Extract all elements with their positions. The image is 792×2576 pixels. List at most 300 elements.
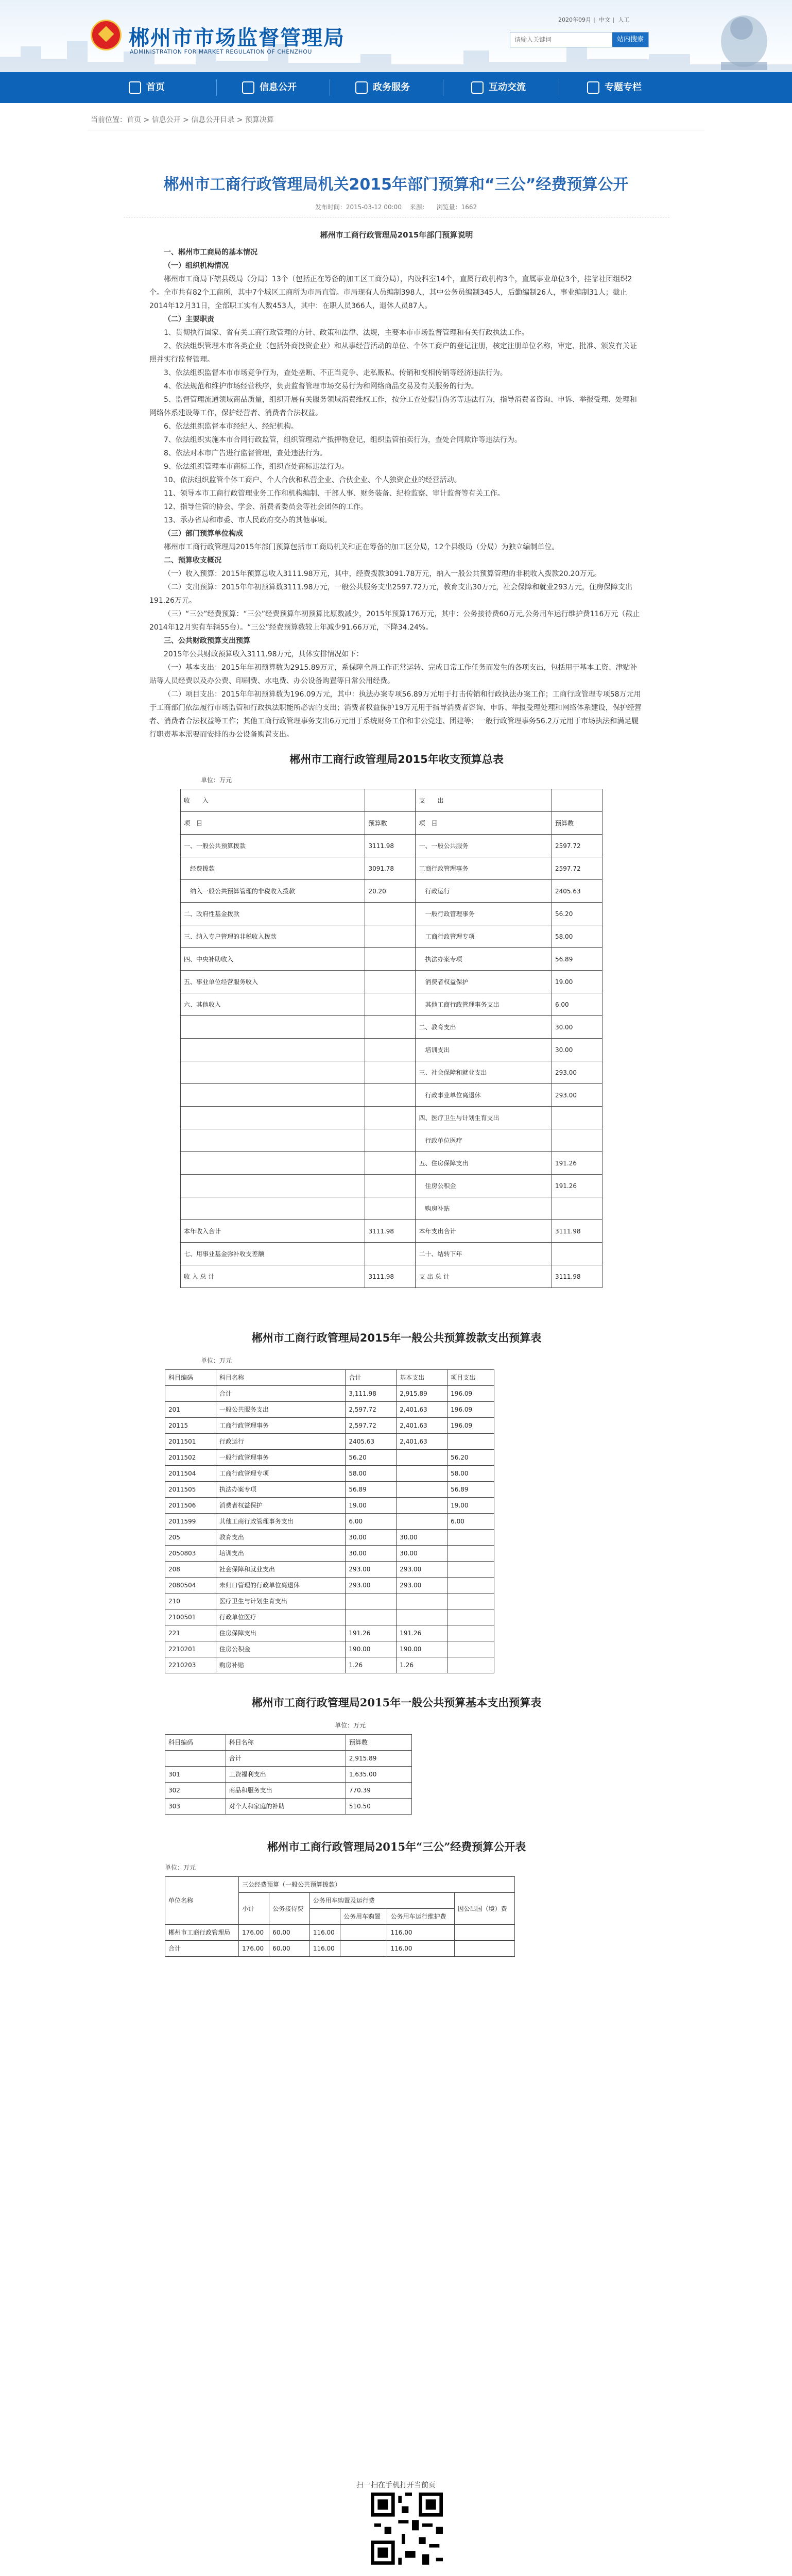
table-cell — [397, 1466, 447, 1482]
table-cell — [552, 1243, 602, 1265]
budget-summary-table — [180, 789, 602, 1288]
table-cell: 收 入 — [181, 789, 365, 812]
table-cell: 1.26 — [397, 1657, 447, 1673]
table-cell: 医疗卫生与计划生育支出 — [216, 1594, 346, 1609]
table-row — [165, 1767, 412, 1783]
paragraph: 8、依法对本市广告进行监督管理，查处违法行为。 — [164, 449, 327, 457]
date-link[interactable]: 2020年09月 — [558, 16, 591, 23]
table-cell: 2050803 — [165, 1546, 216, 1562]
table-row — [165, 1751, 412, 1767]
table-cell — [552, 789, 602, 812]
table-row — [181, 1129, 602, 1152]
table-cell: 210 — [165, 1594, 216, 1609]
paragraph: 13、承办省局和市委、市人民政府交办的其他事项。 — [164, 516, 332, 524]
table-cell: 行政运行 — [216, 1434, 346, 1450]
paragraph: （二）支出预算：2015年年初预算数3111.98万元，一般公共服务支出2597.72万元，教育支出30万元，社会保障和就业293万元，住房保障支出191.26万元。 — [149, 583, 632, 605]
table-cell: 项 目 — [181, 812, 365, 835]
table-row — [181, 1039, 602, 1061]
table-cell: 3111.98 — [552, 1220, 602, 1243]
table-cell: 191.26 — [552, 1152, 602, 1175]
table-row — [165, 1625, 494, 1641]
table-row — [165, 1530, 494, 1546]
paragraph: 三、公共财政预算支出预算 — [164, 637, 250, 645]
table-cell: 对个人和家庭的补助 — [226, 1799, 346, 1815]
table-row — [165, 1370, 494, 1386]
table-row — [165, 1418, 494, 1434]
table4-title: 郴州市工商行政管理局2015年“三公”经费预算公开表 — [267, 1840, 526, 1853]
table-cell: 培训支出 — [216, 1546, 346, 1562]
table-row — [165, 1941, 515, 1957]
breadcrumb[interactable]: 当前位置：首页 > 信息公开 > 信息公开目录 > 预算决算 — [91, 116, 274, 124]
table-cell: 60.00 — [269, 1941, 310, 1957]
table-row — [165, 1434, 494, 1450]
table-cell — [397, 1514, 447, 1530]
table-cell: 30.00 — [397, 1546, 447, 1562]
table-cell: 因公出国（境）费 — [454, 1893, 514, 1925]
table-cell: 30.00 — [552, 1016, 602, 1039]
table-cell: 科目名称 — [226, 1735, 346, 1751]
table-cell: 购房补贴 — [416, 1197, 552, 1220]
table-row — [181, 789, 602, 812]
table-cell: 五、事业单位经营服务收入 — [181, 971, 365, 993]
table-cell: 一、一般公共预算拨款 — [181, 835, 365, 857]
table-cell: 工资福利支出 — [226, 1767, 346, 1783]
paragraph: （一）组织机构情况 — [164, 262, 229, 270]
view-count: 浏览量：1662 — [436, 204, 477, 211]
table-cell: 510.50 — [346, 1799, 411, 1815]
table-cell: 2100501 — [165, 1609, 216, 1625]
paragraph: 2015年公共财政预算收入3111.98万元，具体安排情况如下： — [164, 650, 364, 658]
table-cell: 2,401.63 — [397, 1434, 447, 1450]
table-cell: 19.00 — [552, 971, 602, 993]
table-cell — [165, 1751, 226, 1767]
table-cell: 2597.72 — [552, 835, 602, 857]
table-cell: 20115 — [165, 1418, 216, 1434]
table-cell: 本年支出合计 — [416, 1220, 552, 1243]
table-cell — [447, 1546, 494, 1562]
site-subtitle: ADMINISTRATION FOR MARKET REGULATION OF CHENZHOU — [130, 48, 312, 55]
table-cell: 行政单位医疗 — [216, 1609, 346, 1625]
table-cell: 293.00 — [552, 1061, 602, 1084]
table-cell: 收 入 总 计 — [181, 1265, 365, 1288]
paragraph: 1、贯彻执行国家、省有关工商行政管理的方针、政策和法律、法规，主要本市市场监督管理和有关行政执法工作。 — [164, 329, 529, 337]
table-row — [181, 1107, 602, 1129]
table-cell: 116.00 — [387, 1925, 454, 1941]
table-cell: 培训支出 — [416, 1039, 552, 1061]
table-cell — [552, 1129, 602, 1152]
site-title: 郴州市市场监督管理局 — [129, 26, 345, 50]
paragraph: （三）“三公”经费预算：“三公”经费预算年初预算比原数减少，2015年预算176万元，其中：公务接待费60万元,公务用车运行维护费116万元（截止2014年12月实有车辆55台）。“三公”经费预算数较上年减少91.66万元，下降34.24%。 — [149, 610, 640, 632]
table-cell: 预算数 — [365, 812, 416, 835]
table-cell: 预算数 — [346, 1735, 411, 1751]
service-icon — [355, 81, 368, 94]
table-cell: 293.00 — [552, 1084, 602, 1107]
paragraph: 4、依法规范和维护市场经营秩序，负责监督管理市场交易行为和网络商品交易及有关服务的行为。 — [164, 382, 478, 391]
table-cell: 公务用车运行维护费 — [387, 1909, 454, 1925]
table-cell: 行政单位医疗 — [416, 1129, 552, 1152]
table2-unit: 单位：万元 — [201, 1357, 232, 1364]
table-cell — [397, 1482, 447, 1498]
table-cell — [397, 1450, 447, 1466]
table3-title: 郴州市工商行政管理局2015年一般公共预算基本支出预算表 — [251, 1696, 542, 1709]
table-cell: 一般公共服务支出 — [216, 1402, 346, 1418]
table1-unit: 单位：万元 — [201, 776, 232, 784]
table-row — [181, 1175, 602, 1197]
article-page — [88, 130, 704, 2576]
publish-time: 发布时间：2015-03-12 00:00 — [315, 204, 402, 211]
table-row — [181, 812, 602, 835]
table-cell: 2011505 — [165, 1482, 216, 1498]
table-cell: 二、政府性基金拨款 — [181, 903, 365, 925]
table-cell: 6.00 — [346, 1514, 397, 1530]
table-cell: 四、医疗卫生与计划生育支出 — [416, 1107, 552, 1129]
table-cell: 其他工商行政管理事务支出 — [416, 993, 552, 1016]
table-cell — [181, 1129, 365, 1152]
paragraph: 郴州市工商局下辖县级局（分局）13个（包括正在筹备的加工区工商分局），内设科室14个，直属行政机构3个，直属事业单位3个，挂靠社团组织2个。全市共有82个工商所，其中7个城区工商所为市局直管。市局现有人员编制398人，其中公务员编制345人，后勤编制26人，事业编制31人；截止2014年12月31日，全部职工实有人数453人，其中：在职人员366人，退休人员87人。 — [149, 275, 632, 310]
paragraph: （二）主要职责 — [164, 315, 214, 324]
paragraph: （三）部门预算单位构成 — [164, 530, 243, 538]
table-cell — [165, 1386, 216, 1402]
table-cell: 56.89 — [447, 1482, 494, 1498]
paragraph: 7、依法组织实施本市合同行政监管，组织管理动产抵押物登记，组织监管拍卖行为，查处合同欺诈等违法行为。 — [164, 436, 522, 444]
table-row — [181, 993, 602, 1016]
table-cell: 191.26 — [346, 1625, 397, 1641]
article-title: 郴州市工商行政管理局机关2015年部门预算和“三公”经费预算公开 — [163, 176, 629, 194]
table-cell: 经费拨款 — [181, 857, 365, 880]
chat-icon — [471, 81, 484, 94]
table-cell: 支 出 总 计 — [416, 1265, 552, 1288]
table-row — [165, 1482, 494, 1498]
basic-expenditure-table — [165, 1734, 412, 1815]
nav-services[interactable]: 政务服务 — [355, 72, 410, 103]
table-row — [181, 1084, 602, 1107]
paragraph: 6、依法组织监督本市经纪人、经纪机构。 — [164, 422, 298, 431]
table-cell — [397, 1594, 447, 1609]
search-input[interactable] — [510, 32, 613, 47]
table-row — [165, 1609, 494, 1625]
table-cell: 七、用事业基金弥补收支差额 — [181, 1243, 365, 1265]
table-cell: 116.00 — [387, 1941, 454, 1957]
table-cell: 302 — [165, 1783, 226, 1799]
table-cell: 176.00 — [239, 1941, 269, 1957]
table-cell: 2011599 — [165, 1514, 216, 1530]
table-cell: 住房保障支出 — [216, 1625, 346, 1641]
table-cell — [340, 1941, 387, 1957]
table-cell: 合计 — [346, 1370, 397, 1386]
table-cell: 208 — [165, 1562, 216, 1578]
table-cell: 行政运行 — [416, 880, 552, 903]
table-cell: 293.00 — [346, 1578, 397, 1594]
table-cell: 176.00 — [239, 1925, 269, 1941]
table-cell — [365, 1061, 416, 1084]
national-emblem-logo — [91, 20, 122, 50]
table-row — [165, 1450, 494, 1466]
table-cell — [365, 1243, 416, 1265]
table-row — [165, 1514, 494, 1530]
table-cell: 消费者权益保护 — [216, 1498, 346, 1514]
main-nav — [0, 72, 792, 103]
paragraph: 2、依法组织管理本市各类企业（包括外商投资企业）和从事经营活动的单位、个体工商户的登记注册，核定注册单位名称，审定、批准、颁发有关证照并实行监督管理。 — [149, 342, 637, 364]
table-cell: 303 — [165, 1799, 226, 1815]
table-cell: 一般行政管理事务 — [416, 903, 552, 925]
table-cell: 五、住房保障支出 — [416, 1152, 552, 1175]
table-cell — [365, 1084, 416, 1107]
table-row — [165, 1735, 412, 1751]
table-cell: 196.09 — [447, 1402, 494, 1418]
table-cell: 3111.98 — [365, 835, 416, 857]
table-cell: 293.00 — [397, 1562, 447, 1578]
paragraph: （二）项目支出：2015年年初预算数为196.09万元，其中：执法办案专项56.89万元用于打击传销和行政执法办案工作；工商行政管理专项58万元用于工商部门依法履行市场监管和行政执法职能所必需的支出；消费者权益保护19万元用于指导消费者咨询、申诉、举报受理处理和网络体系建设，保护经营者、消费者合法权益等工作；其他工商行政管理事务支出6万元用于系统财务工作和非公党建、团建等；一般行政管理事务56.2万元用于市场执法和满足履行职责基本需要而安排的办公设备购置支出。 — [149, 690, 642, 739]
table-cell: 四、中央补助收入 — [181, 948, 365, 971]
table-row — [165, 1386, 494, 1402]
table-cell: 纳入一般公共预算管理的非税收入拨款 — [181, 880, 365, 903]
table-cell: 小计 — [239, 1893, 269, 1925]
table-cell: 2405.63 — [552, 880, 602, 903]
table-cell: 196.09 — [447, 1418, 494, 1434]
paragraph: 11、领导本市工商行政管理业务工作和机构编制、干部人事、财务装备、纪检监察、审计监督等有关工作。 — [164, 489, 505, 498]
paragraph: 二、预算收支概况 — [164, 556, 221, 565]
table-header-row — [165, 1877, 515, 1893]
table-cell: 221 — [165, 1625, 216, 1641]
table-cell: 58.00 — [447, 1466, 494, 1482]
table-cell: 19.00 — [447, 1498, 494, 1514]
table-cell: 1,635.00 — [346, 1767, 411, 1783]
table-cell: 56.20 — [447, 1450, 494, 1466]
table-cell: 205 — [165, 1530, 216, 1546]
table-cell — [397, 1609, 447, 1625]
table4-unit: 单位：万元 — [165, 1864, 196, 1871]
table-row — [181, 903, 602, 925]
table-cell: 住房公积金 — [416, 1175, 552, 1197]
table-cell: 三公经费预算（一般公共预算拨款） — [239, 1877, 515, 1893]
table-cell: 郴州市工商行政管理局 — [165, 1925, 239, 1941]
paragraph: 5、监督管理流通领域商品质量，组织开展有关服务领域消费维权工作，按分工查处假冒伪劣等违法行为，指导消费者咨询、申诉、举报受理、处理和网络体系建设等工作，保护经营者、消费者合法权益。 — [149, 396, 637, 417]
assist-link[interactable]: 人工 — [618, 16, 630, 23]
table-cell: 3111.98 — [365, 1265, 416, 1288]
table-cell: 2210203 — [165, 1657, 216, 1673]
article-meta — [88, 202, 704, 211]
table-cell: 工商行政管理专项 — [216, 1466, 346, 1482]
table-cell: 770.39 — [346, 1783, 411, 1799]
table-row — [165, 1578, 494, 1594]
table-cell: 一般行政管理事务 — [216, 1450, 346, 1466]
table-row — [181, 971, 602, 993]
table-cell — [447, 1657, 494, 1673]
table-cell — [309, 1909, 340, 1925]
table-cell: 工商行政管理专项 — [416, 925, 552, 948]
table-cell: 三、纳入专户管理的非税收入拨款 — [181, 925, 365, 948]
table-cell — [454, 1925, 514, 1941]
table-cell — [365, 971, 416, 993]
table-cell: 科目编码 — [165, 1370, 216, 1386]
table-cell: 2080504 — [165, 1578, 216, 1594]
paragraph: （一）收入预算：2015年预算总收入3111.98万元，其中，经费拨款3091.78万元，纳入一般公共预算管理的非税收入拨款20.20万元。 — [164, 570, 601, 578]
table-cell: 293.00 — [346, 1562, 397, 1578]
table-cell: 60.00 — [269, 1925, 310, 1941]
table-cell: 2,401.63 — [397, 1402, 447, 1418]
table-cell: 行政事业单位离退休 — [416, 1084, 552, 1107]
table-cell: 3,111.98 — [346, 1386, 397, 1402]
table-cell: 项 目 — [416, 812, 552, 835]
table-cell — [365, 903, 416, 925]
table-cell — [181, 1175, 365, 1197]
table-row — [165, 1466, 494, 1482]
table-cell: 301 — [165, 1767, 226, 1783]
table-cell: 2,597.72 — [346, 1418, 397, 1434]
table-cell — [447, 1530, 494, 1546]
table-cell: 其他工商行政管理事务支出 — [216, 1514, 346, 1530]
table-cell — [447, 1594, 494, 1609]
table-row — [181, 1016, 602, 1039]
table-cell: 2,915.89 — [346, 1751, 411, 1767]
table-cell — [181, 1107, 365, 1129]
table-cell: 196.09 — [447, 1386, 494, 1402]
table-cell: 合计 — [226, 1751, 346, 1767]
table-cell: 3111.98 — [365, 1220, 416, 1243]
table-cell: 2,597.72 — [346, 1402, 397, 1418]
table-cell — [365, 1175, 416, 1197]
table-cell: 6.00 — [447, 1514, 494, 1530]
table-cell: 工商行政管理事务 — [416, 857, 552, 880]
nav-home[interactable]: 首页 — [129, 72, 165, 103]
table-cell: 190.00 — [397, 1641, 447, 1657]
table-cell: 二、教育支出 — [416, 1016, 552, 1039]
table-row — [181, 925, 602, 948]
table-cell: 58.00 — [346, 1466, 397, 1482]
table-cell — [365, 1197, 416, 1220]
table3-unit: 单位：万元 — [335, 1722, 366, 1729]
table-cell: 一、一般公共服务 — [416, 835, 552, 857]
table1-title: 郴州市工商行政管理局2015年收支预算总表 — [289, 753, 504, 766]
table-row — [165, 1594, 494, 1609]
home-icon — [129, 81, 141, 94]
table-cell — [447, 1434, 494, 1450]
table-cell: 2011501 — [165, 1434, 216, 1450]
table-cell — [346, 1609, 397, 1625]
table-cell: 30.00 — [346, 1530, 397, 1546]
table-cell: 1.26 — [346, 1657, 397, 1673]
table-cell: 6.00 — [552, 993, 602, 1016]
table-cell: 六、其他收入 — [181, 993, 365, 1016]
nav-interaction[interactable]: 互动交流 — [471, 72, 526, 103]
table-cell: 公务用车购置及运行费 — [309, 1893, 454, 1909]
table-row — [181, 857, 602, 880]
table-cell — [181, 1061, 365, 1084]
table-cell: 未归口管理的行政单位离退休 — [216, 1578, 346, 1594]
doc-title: 郴州市工商行政管理局2015年部门预算说明 — [320, 230, 473, 240]
table-cell: 商品和服务支出 — [226, 1783, 346, 1799]
table-cell: 30.00 — [552, 1039, 602, 1061]
paragraph: 9、依法组织管理本市商标工作，组织查处商标违法行为。 — [164, 463, 349, 471]
table-cell — [365, 948, 416, 971]
table-row — [181, 1243, 602, 1265]
table-cell: 消费者权益保护 — [416, 971, 552, 993]
paragraph: （一）基本支出：2015年年初预算数为2915.89万元，系保障全局工作正常运转、完成日常工作任务而发生的各项支出，包括用于基本工资、津贴补贴等人员经费以及办公费、印刷费、水电费、办公设备购置等日常公用经费。 — [149, 664, 638, 685]
table-cell: 预算数 — [552, 812, 602, 835]
table-cell: 293.00 — [397, 1578, 447, 1594]
nav-info-public[interactable]: 信息公开 — [242, 72, 297, 103]
table-cell: 2011502 — [165, 1450, 216, 1466]
table-row — [165, 1641, 494, 1657]
table2-title: 郴州市工商行政管理局2015年一般公共预算拨款支出预算表 — [251, 1332, 542, 1344]
table-cell — [552, 1107, 602, 1129]
table-cell — [365, 789, 416, 812]
table-cell: 30.00 — [397, 1530, 447, 1546]
table-row — [165, 1498, 494, 1514]
three-public-expenses-table — [165, 1876, 515, 1957]
table-cell: 2597.72 — [552, 857, 602, 880]
search-button[interactable]: 站内搜索 — [612, 32, 648, 47]
table-cell: 56.89 — [346, 1482, 397, 1498]
table-cell: 社会保障和就业支出 — [216, 1562, 346, 1578]
table-cell: 项目支出 — [447, 1370, 494, 1386]
table-cell — [365, 1107, 416, 1129]
paragraph: 12、指导住管的协会、学会、消费者委员会等社会团体的工作。 — [164, 503, 368, 511]
table-cell — [365, 1039, 416, 1061]
table-cell: 56.20 — [346, 1450, 397, 1466]
table-cell: 执法办案专项 — [216, 1482, 346, 1498]
table-row — [181, 948, 602, 971]
document-icon — [242, 81, 254, 94]
table-cell — [181, 1016, 365, 1039]
table-cell — [365, 925, 416, 948]
table-cell — [365, 993, 416, 1016]
table-cell — [365, 1016, 416, 1039]
paragraph-list — [149, 246, 644, 741]
table-row — [181, 835, 602, 857]
lang-link[interactable]: 中文 — [599, 16, 611, 23]
stone-lion-icon — [711, 5, 778, 72]
table-cell: 2011504 — [165, 1466, 216, 1482]
qr-label: 扫一扫在手机打开当前页 — [356, 2481, 436, 2489]
table-cell: 3091.78 — [365, 857, 416, 880]
table-cell — [365, 1129, 416, 1152]
topic-icon — [587, 81, 599, 94]
table-cell: 116.00 — [309, 1941, 340, 1957]
table-cell — [447, 1625, 494, 1641]
table-row — [165, 1402, 494, 1418]
table-row — [181, 1197, 602, 1220]
table-cell: 56.89 — [552, 948, 602, 971]
table-cell: 201 — [165, 1402, 216, 1418]
table-cell — [397, 1498, 447, 1514]
table-row — [181, 880, 602, 903]
table-cell: 三、社会保障和就业支出 — [416, 1061, 552, 1084]
table-cell: 二十、结转下年 — [416, 1243, 552, 1265]
table-cell — [340, 1925, 387, 1941]
table-row — [165, 1783, 412, 1799]
table-cell: 191.26 — [552, 1175, 602, 1197]
table-cell — [447, 1562, 494, 1578]
table-cell: 科目编码 — [165, 1735, 226, 1751]
table-cell: 合计 — [216, 1386, 346, 1402]
table-cell: 本年收入合计 — [181, 1220, 365, 1243]
table-cell: 公务用车购置 — [340, 1909, 387, 1925]
table-cell — [181, 1152, 365, 1175]
table-cell: 116.00 — [309, 1925, 340, 1941]
table-cell — [447, 1578, 494, 1594]
paragraph: 郴州市工商行政管理局2015年部门预算包括市工商局机关和正在筹备的加工区分局，12个县级局（分局）为独立编制单位。 — [164, 543, 559, 551]
table-cell: 2210201 — [165, 1641, 216, 1657]
table-cell: 基本支出 — [397, 1370, 447, 1386]
table-row — [181, 1220, 602, 1243]
table-cell: 单位名称 — [165, 1877, 239, 1925]
public-budget-expenditure-table — [165, 1369, 494, 1673]
table-row — [181, 1265, 602, 1288]
table-row — [181, 1061, 602, 1084]
table-row — [181, 1152, 602, 1175]
nav-topics[interactable]: 专题专栏 — [587, 72, 642, 103]
